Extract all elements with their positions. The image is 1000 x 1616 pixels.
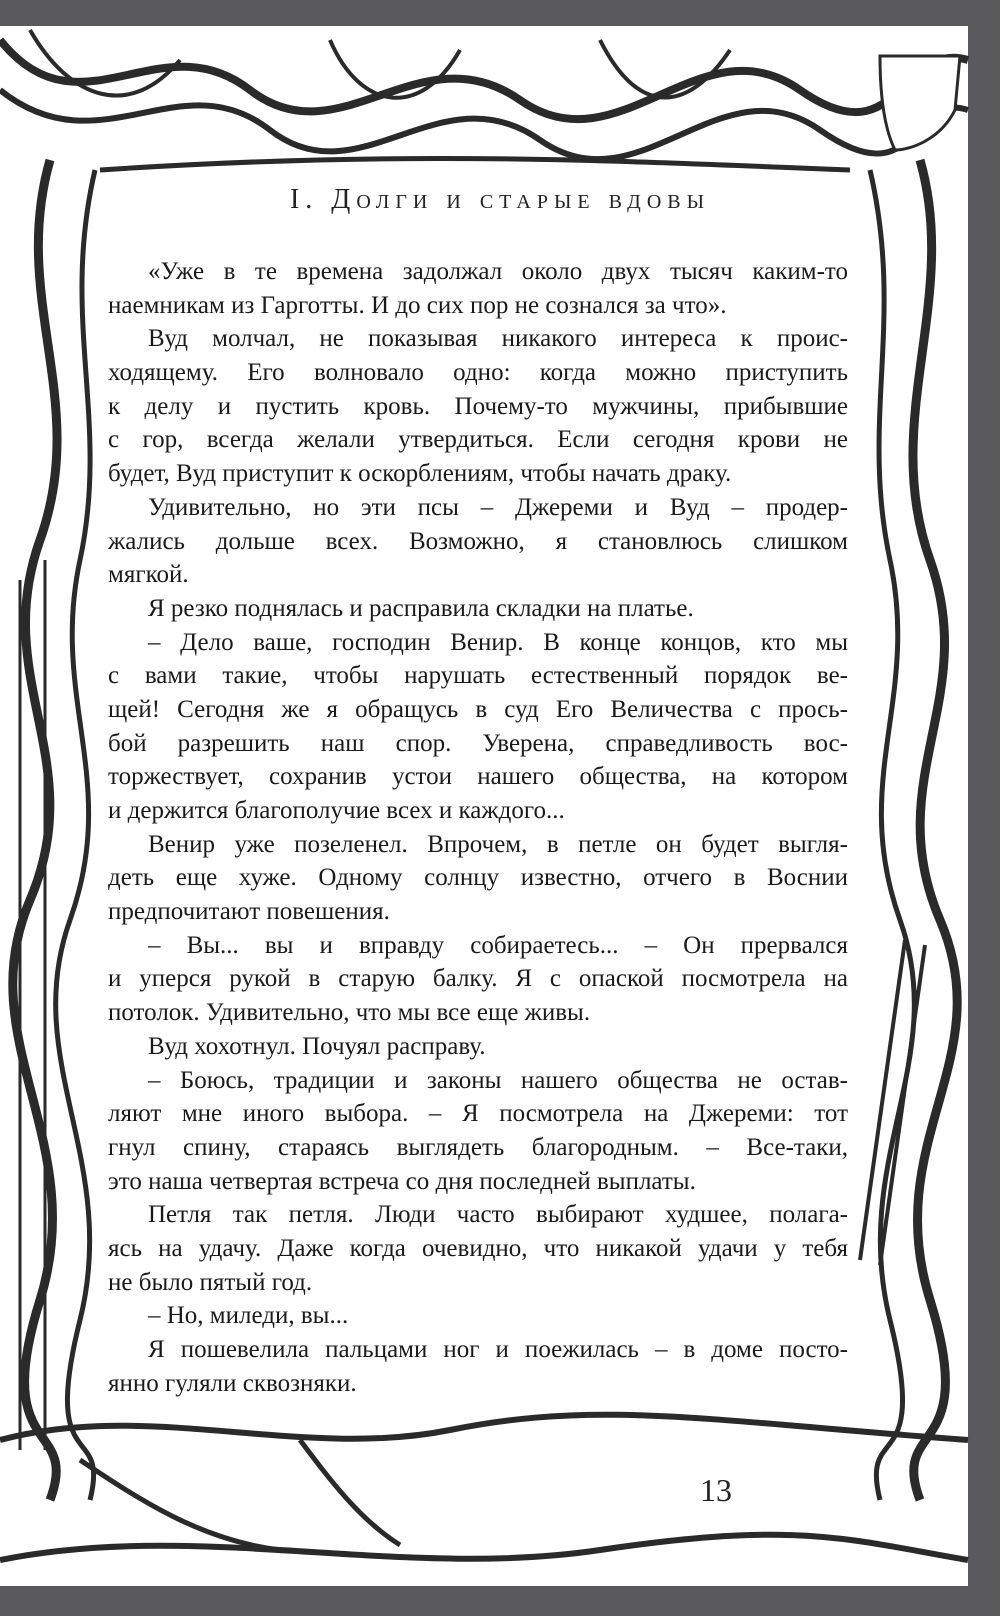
text-line: Я резко поднялась и расправила складки на платье. xyxy=(148,594,694,622)
text-line: с гор, всегда желали утвердиться. Если сегодня крови не xyxy=(108,426,848,454)
text-line: предпочитают повешения. xyxy=(108,898,390,926)
text-line: торжествует, сохранив устои нашего общества, на котором xyxy=(108,763,848,791)
text-line: гнул спину, стараясь выглядеть благородным. – Все-таки, xyxy=(108,1133,848,1161)
text-line: это наша четвертая встреча со дня последней выплаты. xyxy=(108,1167,696,1195)
text-line: с вами такие, чтобы нарушать естественный порядок ве- xyxy=(108,662,848,690)
text-line: к делу и пустить кровь. Почему-то мужчины, прибывшие xyxy=(108,392,848,420)
text-line: деть еще хуже. Одному солнцу известно, отчего в Воснии xyxy=(108,864,848,892)
page-number: 13 xyxy=(700,1472,732,1508)
text-line: – Но, миледи, вы... xyxy=(148,1302,349,1330)
text-line: Петля так петля. Люди часто выбирают худшее, полага- xyxy=(148,1201,848,1229)
text-line: ходящему. Его волновало одно: когда можно приступить xyxy=(108,359,848,387)
text-line: ясь на удачу. Даже когда очевидно, что никакой удачи у тебя xyxy=(108,1234,848,1262)
text-line: щей! Сегодня же я обращусь в суд Его Величества с прось- xyxy=(108,695,848,723)
text-line: мягкой. xyxy=(108,561,189,589)
text-line: и держится благополучие всех и каждого... xyxy=(108,797,565,824)
text-line: янно гуляли сквозняки. xyxy=(108,1369,357,1397)
text-line: – Дело ваше, господин Венир. В конце концов, кто мы xyxy=(148,628,848,656)
text-line: наемникам из Гарготты. И до сих пор не сознался за что». xyxy=(108,291,727,319)
text-line: бой разрешить наш спор. Уверена, справедливость вос- xyxy=(108,729,848,757)
text-line: и уперся рукой в старую балку. Я с опаской посмотрела на xyxy=(108,965,848,993)
chapter-title: I. Долги и старые вдовы xyxy=(289,184,711,215)
text-line: Я пошевелила пальцами ног и поежилась – в доме посто- xyxy=(148,1336,848,1363)
text-line: «Уже в те времена задолжал около двух тысяч каким-то xyxy=(148,258,848,285)
text-line: Вуд молчал, не показывая никакого интереса к проис- xyxy=(148,325,848,353)
text-line: Удивительно, но эти псы – Джереми и Вуд – продер- xyxy=(148,493,848,521)
text-line: потолок. Удивительно, что мы все еще живы. xyxy=(108,999,591,1027)
text-line: – Боюсь, традиции и законы нашего общества не остав- xyxy=(148,1066,848,1094)
body-text xyxy=(108,255,848,1400)
text-line: Вуд хохотнул. Почуял расправу. xyxy=(148,1032,486,1060)
text-line: будет, Вуд приступит к оскорблениям, чтобы начать драку. xyxy=(108,460,732,488)
text-line: ляют мне иного выбора. – Я посмотрела на Джереми: тот xyxy=(108,1100,848,1128)
text-line: жались дольше всех. Возможно, я становлюсь слишком xyxy=(108,527,848,555)
text-line: Венир уже позеленел. Впрочем, в петле он будет выгля- xyxy=(148,830,848,858)
text-line: – Вы... вы и вправду собираетесь... – Он прервался xyxy=(148,931,848,959)
text-line: не было пятый год. xyxy=(108,1268,313,1296)
